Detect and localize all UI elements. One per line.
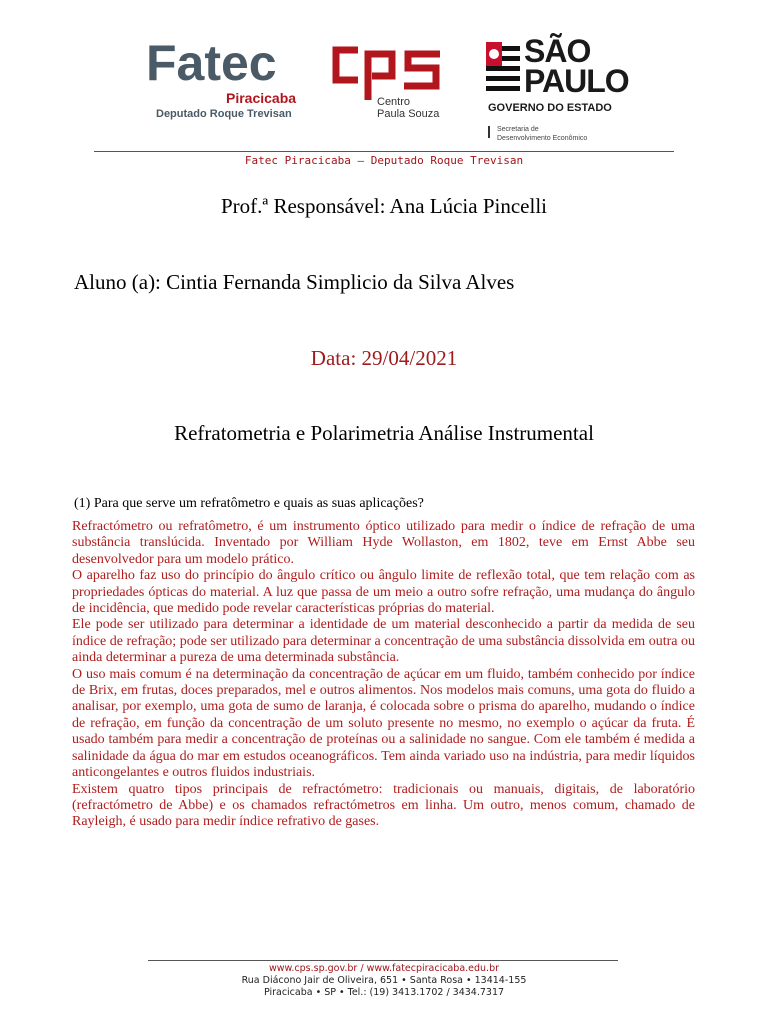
date-line: Data: 29/04/2021 xyxy=(310,346,458,370)
fatec-logo-word: Fatec xyxy=(146,35,277,91)
header-caption: Fatec Piracicaba – Deputado Roque Trevisan xyxy=(244,154,524,167)
cps-logo-line2: Paula Souza xyxy=(377,108,440,120)
footer-address: Rua Diácono Jair de Oliveira, 651 • Santa Rosa • 13414-155 xyxy=(241,975,527,986)
secretaria-label xyxy=(497,125,587,143)
student-line: Aluno (a): Cintia Fernanda Simplicio da Silva Alves xyxy=(74,270,515,294)
cps-logo-line1: Centro xyxy=(377,96,411,108)
secretaria-divider xyxy=(488,126,490,138)
cps-logo-text xyxy=(377,96,439,120)
footer-links[interactable]: www.cps.sp.gov.br / www.fatecpiracicaba.edu.br xyxy=(268,963,500,974)
header-divider xyxy=(94,151,674,152)
sao-paulo-logo-line2: PAULO xyxy=(524,63,629,99)
answer-paragraph: O aparelho faz uso do princípio do ângulo crítico ou ângulo limite de reflexão total, que tem relação com as propriedades ópticas do material. A luz que passa de um meio a outro sofre refração, uma mudança do ângulo de incidência, que medido pode revelar características próprias do material. xyxy=(72,568,695,617)
professor-line: Prof.ª Responsável: Ana Lúcia Pincelli xyxy=(221,194,547,218)
secretaria-line2: Desenvolvimento Econômico xyxy=(497,135,588,142)
governo-estado-label: GOVERNO DO ESTADO xyxy=(488,102,612,114)
answer-paragraph: O uso mais comum é na determinação da concentração de açúcar em um fluido, também conhecido por índice de Brix, em frutas, doces preparados, mel e outros alimentos. Nos modelos mais comuns, uma gota do fluido a analisar, por exemplo, uma gota de sumo de laranja, é colocada sobre o prisma do aparelho, mudando o índice de refração, em função da concentração de um soluto presente no mesmo, no exemplo o açúcar da fruta. É usado também para medir a concentração de proteínas ou a salinidade no sangue. Com ele também é medida a salinidade da água do mar em estudos oceanográficos. Tem ainda variado uso na indústria, para medir líquidos anticongelantes e outros fluidos industriais. xyxy=(72,666,695,781)
question-1: (1) Para que serve um refratômetro e quais as suas aplicações? xyxy=(74,496,424,511)
answer-paragraph: Refractómetro ou refratômetro, é um instrumento óptico utilizado para medir o índice de refração de uma substância translúcida. Inventado por William Hyde Wollaston, em 1802, teve em Ernst Abbe seu desenvolvedor para um modelo prático. xyxy=(72,519,695,567)
fatec-logo-city: Piracicaba xyxy=(226,90,297,106)
sao-paulo-flag-icon xyxy=(486,42,520,102)
document-title: Refratometria e Polarimetria Análise Instrumental xyxy=(174,421,594,445)
fatec-logo-subtitle: Deputado Roque Trevisan xyxy=(156,108,292,120)
sao-paulo-logo-text xyxy=(524,33,629,99)
footer-divider xyxy=(148,960,618,961)
answer-paragraph: Existem quatro tipos principais de refractómetro: tradicionais ou manuais, digitais, de laboratório (refractómetro de Abbe) e os chamados refractómetros em linha. Um outro, menos comum, chamado de Rayleigh, é usado para medir índice refrativo de gases. xyxy=(72,781,695,830)
sao-paulo-logo-line1: SÃO xyxy=(524,33,591,69)
secretaria-line1: Secretaria de xyxy=(497,126,539,133)
footer-phone: Piracicaba • SP • Tel.: (19) 3413.1702 / 3434.7317 xyxy=(263,987,505,998)
answer-body xyxy=(72,519,695,831)
answer-paragraph: Ele pode ser utilizado para determinar a identidade de um material desconhecido a partir da medida de seu índice de refração; pode ser utilizado para determinar a concentração de uma substância dissolvida em outra ou ainda determinar a pureza de uma determinada substância. xyxy=(72,617,695,666)
